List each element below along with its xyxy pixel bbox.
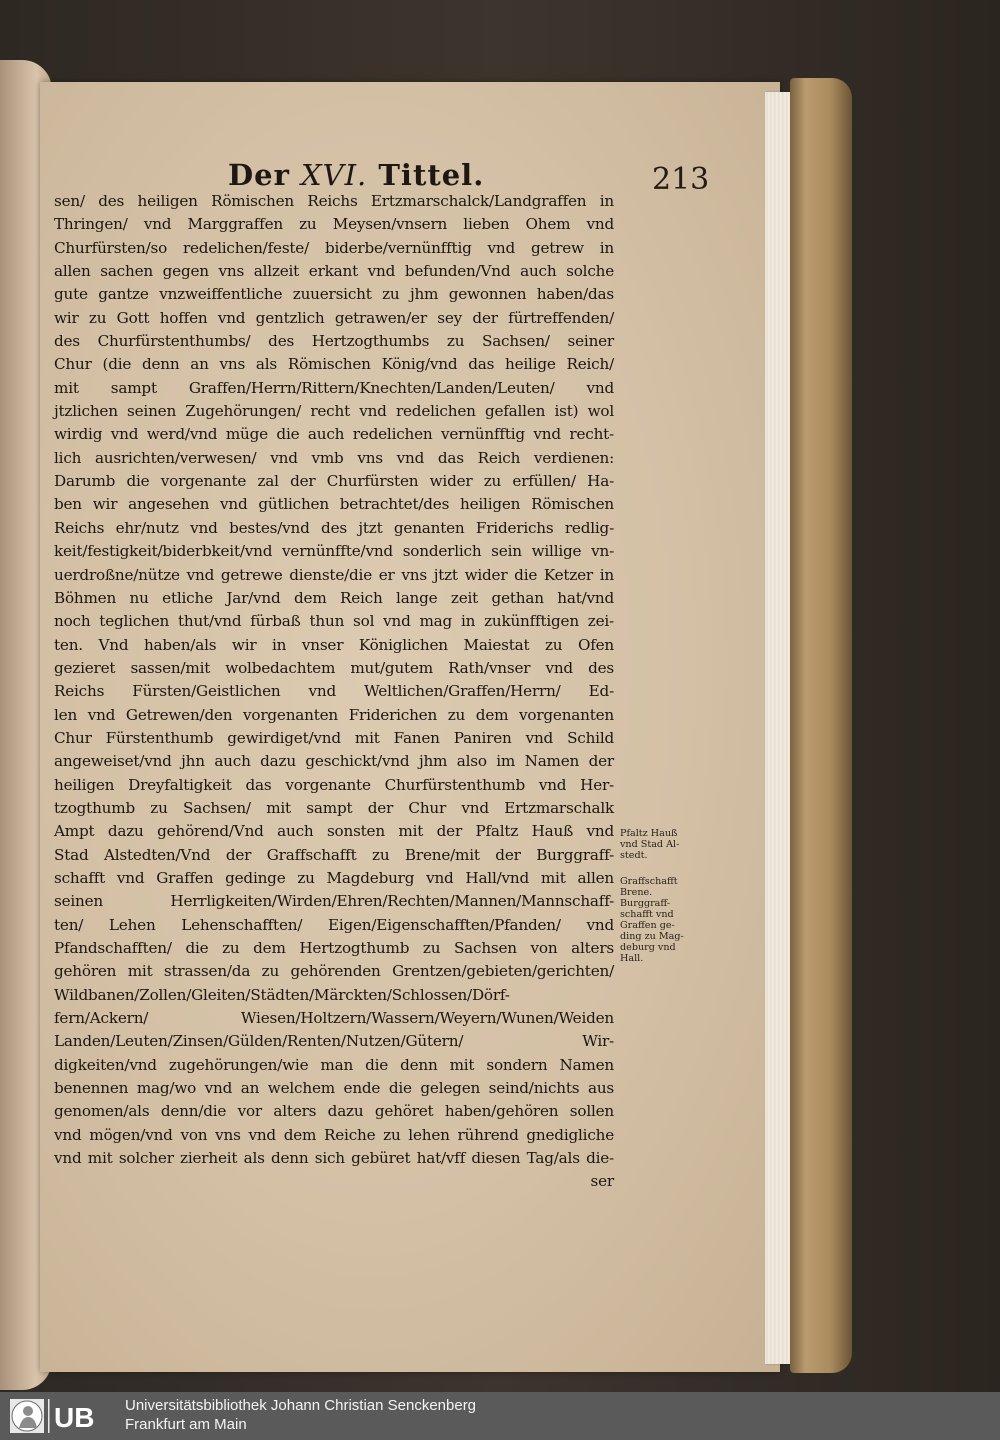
- marginal-note: [620, 828, 702, 861]
- text-line: len vnd Getrewen/den vorgenanten Friderichen zu dem vorgenanten: [54, 705, 614, 724]
- text-line: vnd mögen/vnd von vns vnd dem Reiche zu lehen rührend gnedigliche: [54, 1125, 614, 1144]
- text-line: Darumb die vorgenante zal der Churfürsten wider zu erfüllen/ Ha-: [54, 472, 614, 491]
- text-line: Pfandschafften/ die zu dem Hertzogthumb zu Sachsen von alters: [54, 939, 614, 957]
- page-fore-edge: [765, 92, 793, 1364]
- text-line: des Churfürstenthumbs/ des Hertzogthumbs zu Sachsen/ seiner: [54, 332, 614, 351]
- text-line: Landen/Leuten/Zinsen/Gülden/Renten/Nutzen/Gütern/ Wir-: [54, 1032, 614, 1051]
- text-line: schafft vnd Graffen gedinge zu Magdeburg vnd Hall/vnd mit allen: [54, 868, 614, 887]
- marginal-note-line: Hall.: [620, 953, 644, 964]
- text-line: digkeiten/vnd zugehörungen/wie man die denn mit sondern Namen: [54, 1055, 614, 1074]
- marginal-note-line: vnd Stad Al-: [620, 839, 680, 850]
- text-line: Chur (die denn an vns als Römischen König/vnd das heilige Reich/: [54, 355, 614, 374]
- text-line: benennen mag/wo vnd an welchem ende die gelegen seind/nichts aus: [54, 1079, 614, 1098]
- text-line: Reichs ehr/nutz vnd bestes/vnd des jtzt genanten Friderichs redlig-: [54, 518, 614, 537]
- institution-city: Frankfurt am Main: [125, 1416, 247, 1433]
- text-line: seinen Herrligkeiten/Wirden/Ehren/Rechten/Mannen/Mannschaff-: [54, 892, 614, 911]
- text-line: Churfürsten/so redelichen/feste/ biderbe/vernünfftig vnd getrew in: [54, 238, 614, 257]
- text-line: Reichs Fürsten/Geistlichen vnd Weltlichen/Graffen/Herrn/ Ed-: [54, 682, 614, 701]
- text-line: sen/ des heiligen Römischen Reichs Ertzmarschalck/Landgraffen in: [54, 192, 614, 210]
- portrait-medallion-icon: [10, 1399, 44, 1433]
- text-line: ben wir angesehen vnd gütlichen betrachtet/des heiligen Römischen: [54, 495, 614, 514]
- text-line: mit sampt Graffen/Herrn/Rittern/Knechten/Landen/Leuten/ vnd: [54, 378, 614, 397]
- marginal-note-line: Pfaltz Hauß: [620, 828, 678, 839]
- ub-logo[interactable]: [10, 1398, 120, 1434]
- text-line: genomen/als denn/die vor alters dazu gehöret haben/gehören sollen: [54, 1102, 614, 1121]
- text-line: wirdig vnd werd/vnd müge die auch redelichen vernünfftig vnd recht-: [54, 425, 614, 444]
- text-line: ten. Vnd haben/als wir in vnser Königlichen Maiestat zu Ofen: [54, 635, 614, 654]
- svg-text:UB: UB: [54, 1402, 95, 1433]
- text-line: Wildbanen/Zollen/Gleiten/Städten/Märckten/Schlossen/Dörf-: [54, 985, 510, 1004]
- text-line: gute gantze vnzweiffentliche zuuersicht zu jhm gewonnen haben/das: [54, 285, 614, 304]
- text-line: keit/festigkeit/biderbkeit/vnd vernünffte/vnd sonderlich sein willige vn-: [54, 542, 614, 561]
- text-line: fern/Ackern/ Wiesen/Holtzern/Wassern/Weyern/Wunen/Weiden: [54, 1009, 614, 1028]
- text-line: gezieret sassen/mit wolbedachtem mut/gutem Rath/vnser vnd des: [54, 658, 614, 677]
- marginal-note-line: Brene.: [620, 887, 653, 898]
- text-line: lich ausrichten/verwesen/ vnd vmb vns vnd das Reich verdienen:: [54, 448, 614, 467]
- book-cover-edge: [790, 78, 852, 1373]
- body-text: [54, 190, 614, 1194]
- text-line: Stad Alstedten/Vnd der Graffschafft zu Brene/mit der Burggraff-: [54, 845, 614, 864]
- marginal-note-line: schafft vnd: [620, 909, 674, 920]
- text-line: tzogthumb zu Sachsen/ mit sampt der Chur vnd Ertzmarschalk: [54, 798, 614, 817]
- marginal-note-line: stedt.: [620, 850, 648, 861]
- marginal-note-line: Graffschafft: [620, 876, 678, 887]
- text-line: Chur Fürstenthumb gewirdiget/vnd mit Fanen Paniren vnd Schild: [54, 728, 614, 747]
- running-head: Der XVI. Tittel.: [228, 158, 485, 192]
- text-line: noch teglichen thut/vnd fürbaß thun sol vnd mag in zukünfftigen zei-: [54, 612, 614, 631]
- text-line: Böhmen nu etliche Jar/vnd dem Reich lange zeit gethan hat/vnd: [54, 588, 614, 607]
- footer-bar: [0, 1392, 1000, 1440]
- text-line: uerdroßne/nütze vnd getrewe dienste/die er vns jtzt wider die Ketzer in: [54, 565, 614, 584]
- marginal-note-line: deburg vnd: [620, 942, 676, 953]
- text-line: ser: [590, 1172, 614, 1191]
- institution-name: Universitätsbibliothek Johann Christian Senckenberg: [125, 1397, 477, 1414]
- text-line: jtzlichen seinen Zugehörungen/ recht vnd redelichen gefallen ist) wol: [54, 402, 614, 421]
- marginal-note: [620, 876, 702, 964]
- text-line: heiligen Dreyfaltigkeit das vorgenante Churfürstenthumb vnd Her-: [54, 775, 614, 794]
- marginal-note-line: ding zu Mag-: [620, 931, 684, 942]
- text-line: wir zu Gott hoffen vnd gentzlich getrawen/er sey der fürtreffenden/: [54, 308, 614, 327]
- text-line: allen sachen gegen vns allzeit erkant vnd befunden/Vnd auch solche: [54, 262, 614, 281]
- text-line: ten/ Lehen Lehenschafften/ Eigen/Eigenschafften/Pfanden/ vnd: [54, 915, 614, 934]
- text-line: gehören mit strassen/da zu gehörenden Grentzen/gebieten/gerichten/: [54, 962, 614, 981]
- marginal-note-line: Graffen ge-: [620, 920, 675, 931]
- text-line: angeweiset/vnd jhn auch dazu geschickt/vnd jhm also im Namen der: [54, 752, 614, 771]
- marginal-note-line: Burggraff-: [620, 898, 671, 909]
- text-line: Thringen/ vnd Marggraffen zu Meysen/vnsern lieben Ohem vnd: [54, 215, 614, 234]
- text-line: vnd mit solcher zierheit als denn sich gebüret hat/vff diesen Tag/als die-: [54, 1149, 614, 1168]
- page-number: 213: [652, 162, 710, 197]
- text-line: Ampt dazu gehörend/Vnd auch sonsten mit der Pfaltz Hauß vnd: [54, 822, 614, 841]
